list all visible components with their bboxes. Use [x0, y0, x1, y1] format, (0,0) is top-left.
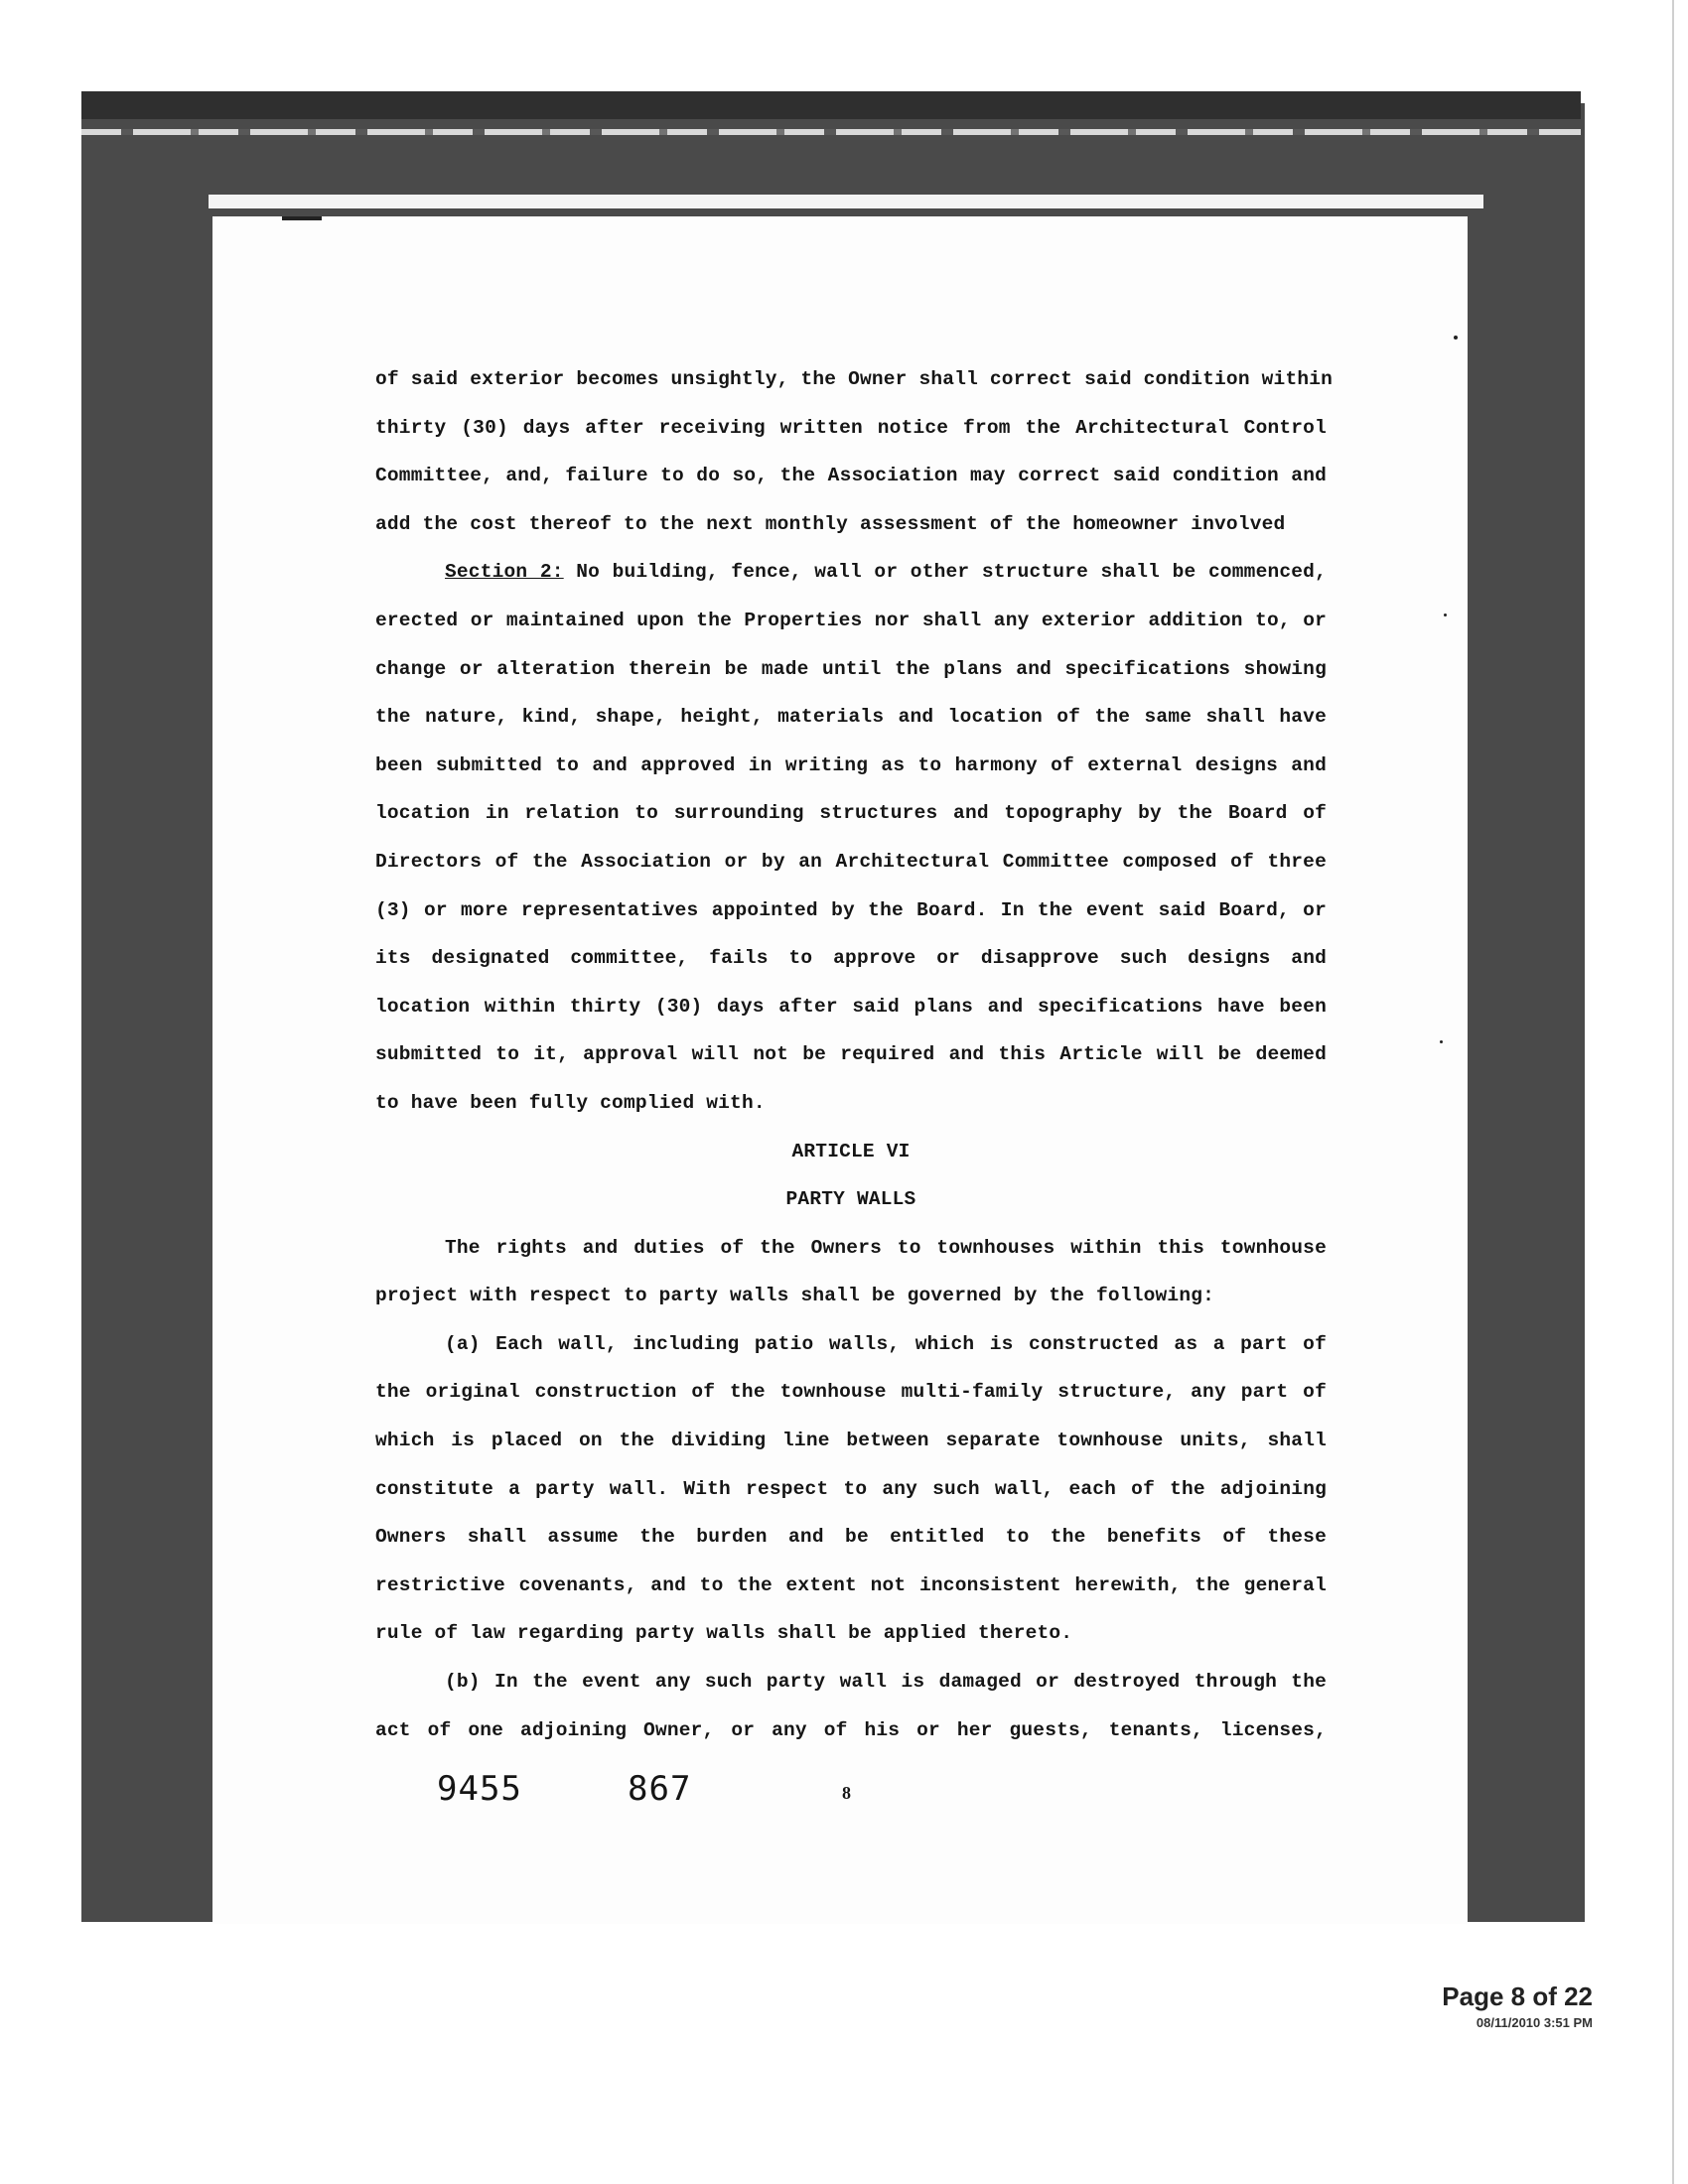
scan-top-bar — [81, 91, 1581, 119]
text-line: add the cost thereof to the next monthly assessment of the homeowner involved — [375, 512, 1286, 535]
text-line: location in relation to surrounding structures and topography by the Board of — [375, 802, 1327, 825]
text-line: The rights and duties of the Owners to townhouses within this townhouse — [445, 1236, 1327, 1259]
text-line: Owners shall assume the burden and be entitled to the benefits of these — [375, 1526, 1327, 1549]
text-line: Directors of the Association or by an Architectural Committee composed of three — [375, 850, 1327, 873]
print-timestamp: 08/11/2010 3:51 PM — [1476, 2015, 1593, 2030]
text-line: the nature, kind, shape, height, materials and location of the same shall have — [375, 706, 1327, 729]
text-line: submitted to it, approval will not be required and this Article will be deemed — [375, 1043, 1327, 1066]
scan-speck — [1454, 336, 1458, 340]
text-line: (3) or more representatives appointed by the Board. In the event said Board, or — [375, 898, 1327, 921]
article-heading: ARTICLE VI — [791, 1140, 911, 1162]
text-line: Committee, and, failure to do so, the Association may correct said condition and — [375, 465, 1327, 487]
text-line: location within thirty (30) days after said plans and specifications have been — [375, 995, 1327, 1018]
document-body — [375, 355, 1334, 1754]
scan-artifact-strip — [209, 195, 1483, 208]
document-page-number: 8 — [842, 1783, 851, 1803]
text-line: of said exterior becomes unsightly, the Owner shall correct said condition within — [375, 368, 1334, 390]
text-line: to have been fully complied with. — [375, 1091, 766, 1114]
text-line: restrictive covenants, and to the extent not inconsistent herewith, the general — [375, 1573, 1327, 1596]
text-line: change or alteration therein be made until the plans and specifications showing — [375, 657, 1327, 680]
section-2-heading-line — [375, 548, 1327, 597]
document-footer — [437, 1769, 953, 1819]
scan-speck — [1440, 1040, 1443, 1043]
text-line: constitute a party wall. With respect to any such wall, each of the adjoining — [375, 1477, 1327, 1500]
text-line: the original construction of the townhouse multi-family structure, any part of — [375, 1381, 1327, 1404]
section-2-label: Section 2: — [445, 561, 564, 584]
article-title: PARTY WALLS — [785, 1188, 916, 1211]
text-line: project with respect to party walls shall be governed by the following: — [375, 1285, 1215, 1307]
scan-speck — [282, 216, 322, 220]
scan-artifact-streak — [81, 129, 1581, 135]
page-stamp: 867 — [628, 1769, 692, 1809]
viewer-edge-divider — [1672, 0, 1674, 2184]
text-line: (a) Each wall, including patio walls, which is constructed as a part of — [445, 1332, 1327, 1355]
text-line: which is placed on the dividing line between separate townhouse units, shall — [375, 1430, 1327, 1452]
text-line: act of one adjoining Owner, or any of his or her guests, tenants, licenses, — [375, 1718, 1327, 1741]
text-line: been submitted to and approved in writing as to harmony of external designs and — [375, 753, 1327, 776]
text-line: rule of law regarding party walls shall be applied thereto. — [375, 1622, 1073, 1645]
text-line: its designated committee, fails to approve or disapprove such designs and — [375, 947, 1327, 970]
text-line: (b) In the event any such party wall is damaged or destroyed through the — [445, 1671, 1327, 1694]
book-number: 9455 — [437, 1769, 522, 1809]
text-line: thirty (30) days after receiving written notice from the Architectural Control — [375, 416, 1327, 439]
scan-speck — [1444, 614, 1447, 616]
page-indicator: Page 8 of 22 — [1442, 1981, 1593, 2011]
section-2-first-line: No building, fence, wall or other structure shall be commenced, — [576, 561, 1327, 584]
text-line: erected or maintained upon the Properties nor shall any exterior addition to, or — [375, 609, 1327, 631]
